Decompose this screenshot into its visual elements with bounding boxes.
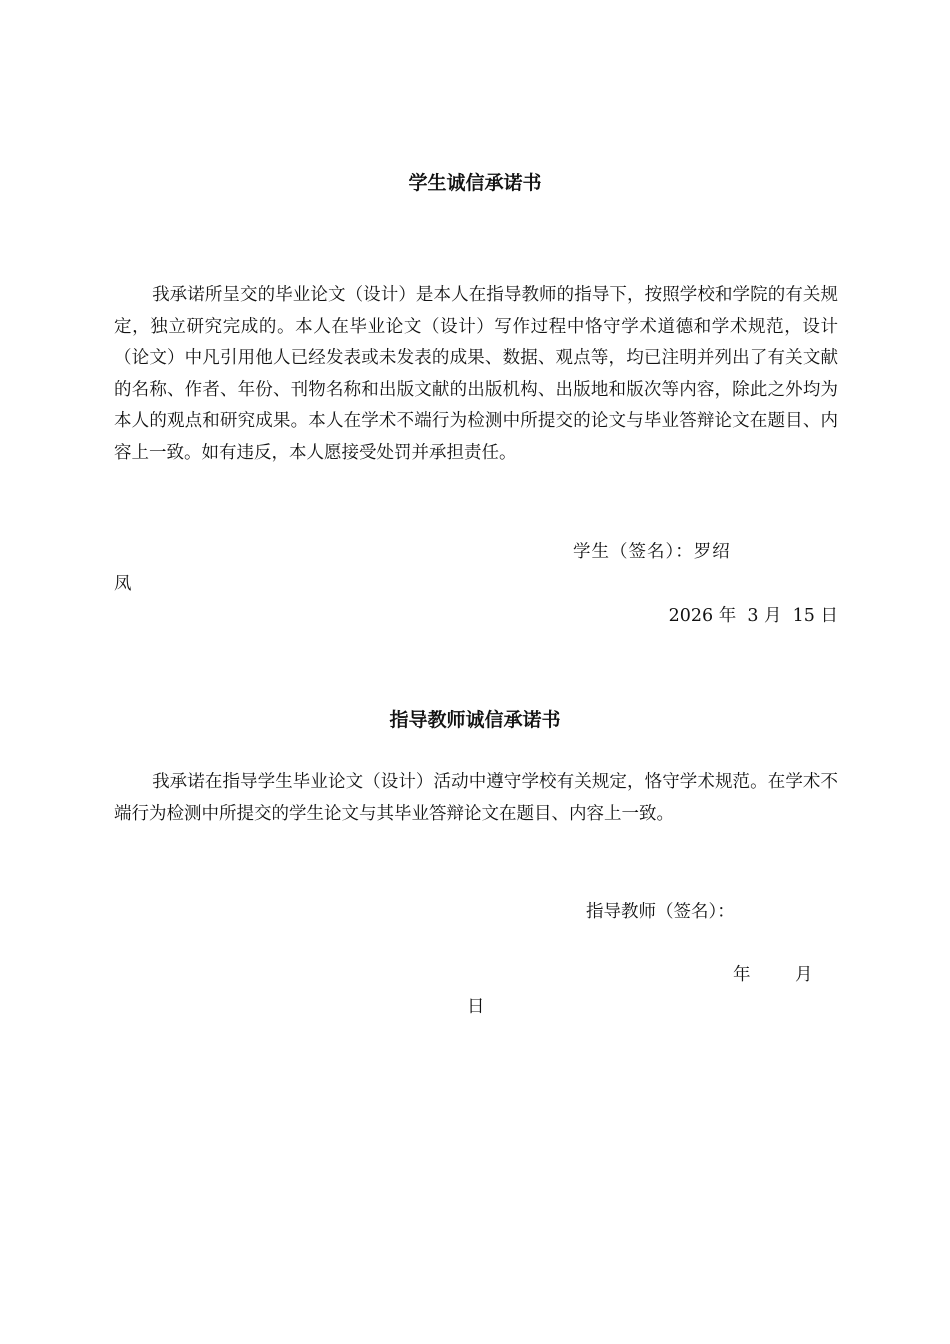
teacher-pledge-text: 我承诺在指导学生毕业论文（设计）活动中遵守学校有关规定，恪守学术规范。在学术不端行为检测中所提交的学生论文与其毕业答辩论文在题目、内容上一致。: [114, 772, 838, 824]
student-pledge-date: 2026 年 3 月 15 日: [668, 606, 838, 626]
student-pledge-body: [114, 280, 838, 470]
teacher-date-day: 日: [467, 997, 485, 1017]
teacher-pledge-body: [114, 767, 838, 830]
teacher-signature-label: 指导教师（签名）：: [586, 902, 735, 922]
student-pledge-text: 我承诺所呈交的毕业论文（设计）是本人在指导教师的指导下，按照学校和学院的有关规定，独立研究完成的。本人在毕业论文（设计）写作过程中恪守学术道德和学术规范，设计（论文）中凡引用他人已经发表或未发表的成果、数据、观点等，均已注明并列出了有关文献的名称、作者、年份、刊物名称和出版文献的出版机构、出版地和版次等内容，除此之外均为本人的观点和研究成果。本人在学术不端行为检测中所提交的论文与毕业答辩论文在题目、内容上一致。如有违反，本人愿接受处罚并承担责任。: [114, 285, 838, 463]
student-signature-wrap: 凤: [114, 574, 132, 594]
student-signature-label: 学生（签名）：罗绍: [573, 542, 731, 562]
student-pledge-title: 学生诚信承诺书: [408, 172, 542, 194]
teacher-pledge-title: 指导教师诚信承诺书: [389, 709, 561, 731]
teacher-date-year-month: 年 月: [733, 965, 813, 985]
